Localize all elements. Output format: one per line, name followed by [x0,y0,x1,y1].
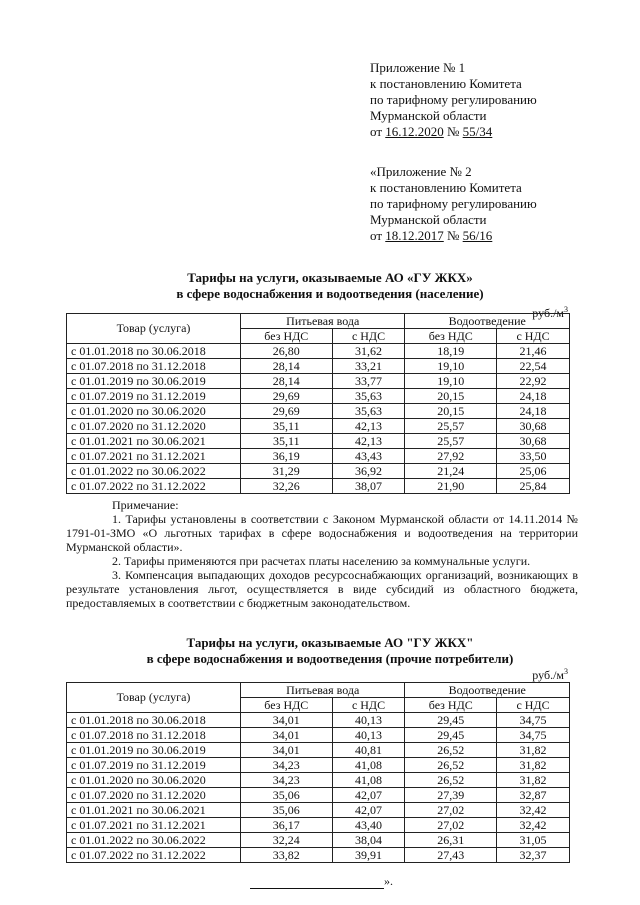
value-cell: 30,68 [497,419,570,434]
value-cell: 34,23 [241,773,333,788]
period-cell: с 01.01.2019 по 30.06.2019 [67,743,241,758]
value-cell: 32,42 [497,803,570,818]
attachment-date-line [370,228,537,244]
col-header-goods: Товар (услуга) [67,314,241,344]
signature-line [250,878,384,889]
value-cell: 31,05 [497,833,570,848]
value-cell: 42,07 [332,788,405,803]
value-cell: 40,13 [332,713,405,728]
value-cell: 35,06 [241,803,333,818]
value-cell: 33,50 [497,449,570,464]
subheader-vat: с НДС [497,698,570,713]
value-cell: 34,01 [241,743,333,758]
value-cell: 25,84 [497,479,570,494]
notes-section [66,498,578,610]
period-cell: с 01.07.2020 по 31.12.2020 [67,419,241,434]
table-row [67,728,570,743]
value-cell: 20,15 [405,389,497,404]
number-prefix: № [443,228,463,243]
title-line: в сфере водоснабжения и водоотведения (население) [176,286,484,301]
attachment-line: к постановлению Комитета [370,76,522,91]
value-cell: 25,06 [497,464,570,479]
resolution-date: 16.12.2020 [385,124,444,139]
value-cell: 32,87 [497,788,570,803]
title-line: в сфере водоснабжения и водоотведения (прочие потребители) [146,651,514,666]
value-cell: 20,15 [405,404,497,419]
table-row [67,374,570,389]
subheader-vat: с НДС [332,698,405,713]
value-cell: 31,29 [241,464,333,479]
period-cell: с 01.07.2021 по 31.12.2021 [67,449,241,464]
resolution-date: 18.12.2017 [385,228,444,243]
value-cell: 38,07 [332,479,405,494]
value-cell: 40,81 [332,743,405,758]
period-cell: с 01.07.2019 по 31.12.2019 [67,389,241,404]
period-cell: с 01.01.2018 по 30.06.2018 [67,344,241,359]
table-row [67,419,570,434]
value-cell: 35,11 [241,419,333,434]
col-header-water: Питьевая вода [241,683,405,698]
value-cell: 26,80 [241,344,333,359]
value-cell: 26,52 [405,773,497,788]
unit-label [532,667,568,683]
table-row [67,848,570,863]
value-cell: 36,17 [241,818,333,833]
value-cell: 35,63 [332,389,405,404]
value-cell: 35,06 [241,788,333,803]
value-cell: 34,01 [241,728,333,743]
value-cell: 34,75 [497,713,570,728]
period-cell: с 01.01.2021 по 30.06.2021 [67,434,241,449]
value-cell: 39,91 [332,848,405,863]
value-cell: 26,52 [405,758,497,773]
value-cell: 34,01 [241,713,333,728]
table-row [67,833,570,848]
closing-mark [250,874,393,889]
value-cell: 31,82 [497,743,570,758]
attachment-line: Приложение № 1 [370,60,466,75]
value-cell: 28,14 [241,359,333,374]
value-cell: 27,39 [405,788,497,803]
table-row [67,449,570,464]
period-cell: с 01.01.2022 по 30.06.2022 [67,833,241,848]
value-cell: 34,75 [497,728,570,743]
tariff-table-population [66,313,570,494]
col-header-sewage: Водоотведение [405,314,570,329]
value-cell: 30,68 [497,434,570,449]
value-cell: 24,18 [497,389,570,404]
value-cell: 32,42 [497,818,570,833]
value-cell: 19,10 [405,359,497,374]
table-row [67,803,570,818]
value-cell: 29,45 [405,728,497,743]
subheader-no-vat: без НДС [241,329,333,344]
table-row [67,344,570,359]
table-row [67,404,570,419]
col-header-water: Питьевая вода [241,314,405,329]
table-row [67,713,570,728]
period-cell: с 01.07.2020 по 31.12.2020 [67,788,241,803]
value-cell: 27,02 [405,818,497,833]
unit-superscript: 3 [564,667,568,676]
resolution-number: 55/34 [462,124,493,139]
value-cell: 34,23 [241,758,333,773]
table-2-title [60,635,600,667]
value-cell: 35,63 [332,404,405,419]
value-cell: 32,37 [497,848,570,863]
value-cell: 21,24 [405,464,497,479]
value-cell: 22,54 [497,359,570,374]
note-item: 3. Компенсация выпадающих доходов ресурсоснабжающих организаций, возникающих в результате установления льгот, осуществляется в виде субсидий из областного бюджета, предоставляемых в соответствии с бюджетным законодательством. [66,568,578,610]
subheader-no-vat: без НДС [405,698,497,713]
period-cell: с 01.07.2022 по 31.12.2022 [67,848,241,863]
period-cell: с 01.07.2022 по 31.12.2022 [67,479,241,494]
value-cell: 40,13 [332,728,405,743]
note-item: 2. Тарифы применяются при расчетах платы населению за коммунальные услуги. [112,554,531,568]
value-cell: 26,52 [405,743,497,758]
value-cell: 25,57 [405,434,497,449]
value-cell: 33,21 [332,359,405,374]
value-cell: 43,40 [332,818,405,833]
value-cell: 31,82 [497,773,570,788]
attachment-line: Мурманской области [370,108,487,123]
period-cell: с 01.01.2019 по 30.06.2019 [67,374,241,389]
table-row [67,389,570,404]
period-cell: с 01.07.2018 по 31.12.2018 [67,728,241,743]
subheader-no-vat: без НДС [405,329,497,344]
attachment-header-1 [370,60,537,140]
subheader-vat: с НДС [497,329,570,344]
value-cell: 35,11 [241,434,333,449]
value-cell: 29,45 [405,713,497,728]
col-header-goods: Товар (услуга) [67,683,241,713]
unit-superscript: 3 [564,305,568,314]
unit-text: руб./м [532,306,564,320]
table-row [67,479,570,494]
subheader-no-vat: без НДС [241,698,333,713]
attachment-line: по тарифному регулированию [370,196,537,211]
attachment-header-2 [370,164,537,244]
table-row [67,788,570,803]
value-cell: 32,26 [241,479,333,494]
tariff-table-other-consumers [66,682,570,863]
closing-quote: ». [384,874,393,888]
value-cell: 42,07 [332,803,405,818]
table-row [67,773,570,788]
attachment-line: к постановлению Комитета [370,180,522,195]
value-cell: 42,13 [332,434,405,449]
title-line: Тарифы на услуги, оказываемые АО "ГУ ЖКХ" [186,635,474,650]
subheader-vat: с НДС [332,329,405,344]
value-cell: 33,77 [332,374,405,389]
attachment-line: Мурманской области [370,212,487,227]
table-1-title [60,270,600,302]
value-cell: 19,10 [405,374,497,389]
value-cell: 36,92 [332,464,405,479]
table-row [67,818,570,833]
col-header-sewage: Водоотведение [405,683,570,698]
attachment-date-line [370,124,537,140]
table-row [67,758,570,773]
value-cell: 25,57 [405,419,497,434]
value-cell: 21,90 [405,479,497,494]
value-cell: 24,18 [497,404,570,419]
value-cell: 31,82 [497,758,570,773]
note-item: 1. Тарифы установлены в соответствии с Законом Мурманской области от 14.11.2014 № 1791-01-ЗМО «О льготных тарифах в сфере водоснабжения и водоотведения на территории Мурманской области». [66,512,578,554]
date-prefix: от [370,228,386,243]
value-cell: 36,19 [241,449,333,464]
value-cell: 29,69 [241,389,333,404]
attachment-line: по тарифному регулированию [370,92,537,107]
value-cell: 18,19 [405,344,497,359]
value-cell: 29,69 [241,404,333,419]
period-cell: с 01.01.2021 по 30.06.2021 [67,803,241,818]
date-prefix: от [370,124,386,139]
value-cell: 28,14 [241,374,333,389]
period-cell: с 01.07.2018 по 31.12.2018 [67,359,241,374]
period-cell: с 01.01.2022 по 30.06.2022 [67,464,241,479]
value-cell: 42,13 [332,419,405,434]
value-cell: 41,08 [332,758,405,773]
value-cell: 41,08 [332,773,405,788]
period-cell: с 01.07.2021 по 31.12.2021 [67,818,241,833]
period-cell: с 01.07.2019 по 31.12.2019 [67,758,241,773]
table-row [67,434,570,449]
period-cell: с 01.01.2018 по 30.06.2018 [67,713,241,728]
value-cell: 43,43 [332,449,405,464]
table-row [67,464,570,479]
value-cell: 27,02 [405,803,497,818]
table-row [67,359,570,374]
resolution-number: 56/16 [462,228,493,243]
period-cell: с 01.01.2020 по 30.06.2020 [67,773,241,788]
value-cell: 33,82 [241,848,333,863]
period-cell: с 01.01.2020 по 30.06.2020 [67,404,241,419]
value-cell: 32,24 [241,833,333,848]
value-cell: 26,31 [405,833,497,848]
unit-text: руб./м [532,668,564,682]
number-prefix: № [443,124,463,139]
notes-heading: Примечание: [112,498,179,512]
title-line: Тарифы на услуги, оказываемые АО «ГУ ЖКХ» [187,270,473,285]
value-cell: 38,04 [332,833,405,848]
value-cell: 27,43 [405,848,497,863]
attachment-line: «Приложение № 2 [370,164,472,179]
value-cell: 21,46 [497,344,570,359]
table-row [67,743,570,758]
value-cell: 27,92 [405,449,497,464]
value-cell: 22,92 [497,374,570,389]
value-cell: 31,62 [332,344,405,359]
